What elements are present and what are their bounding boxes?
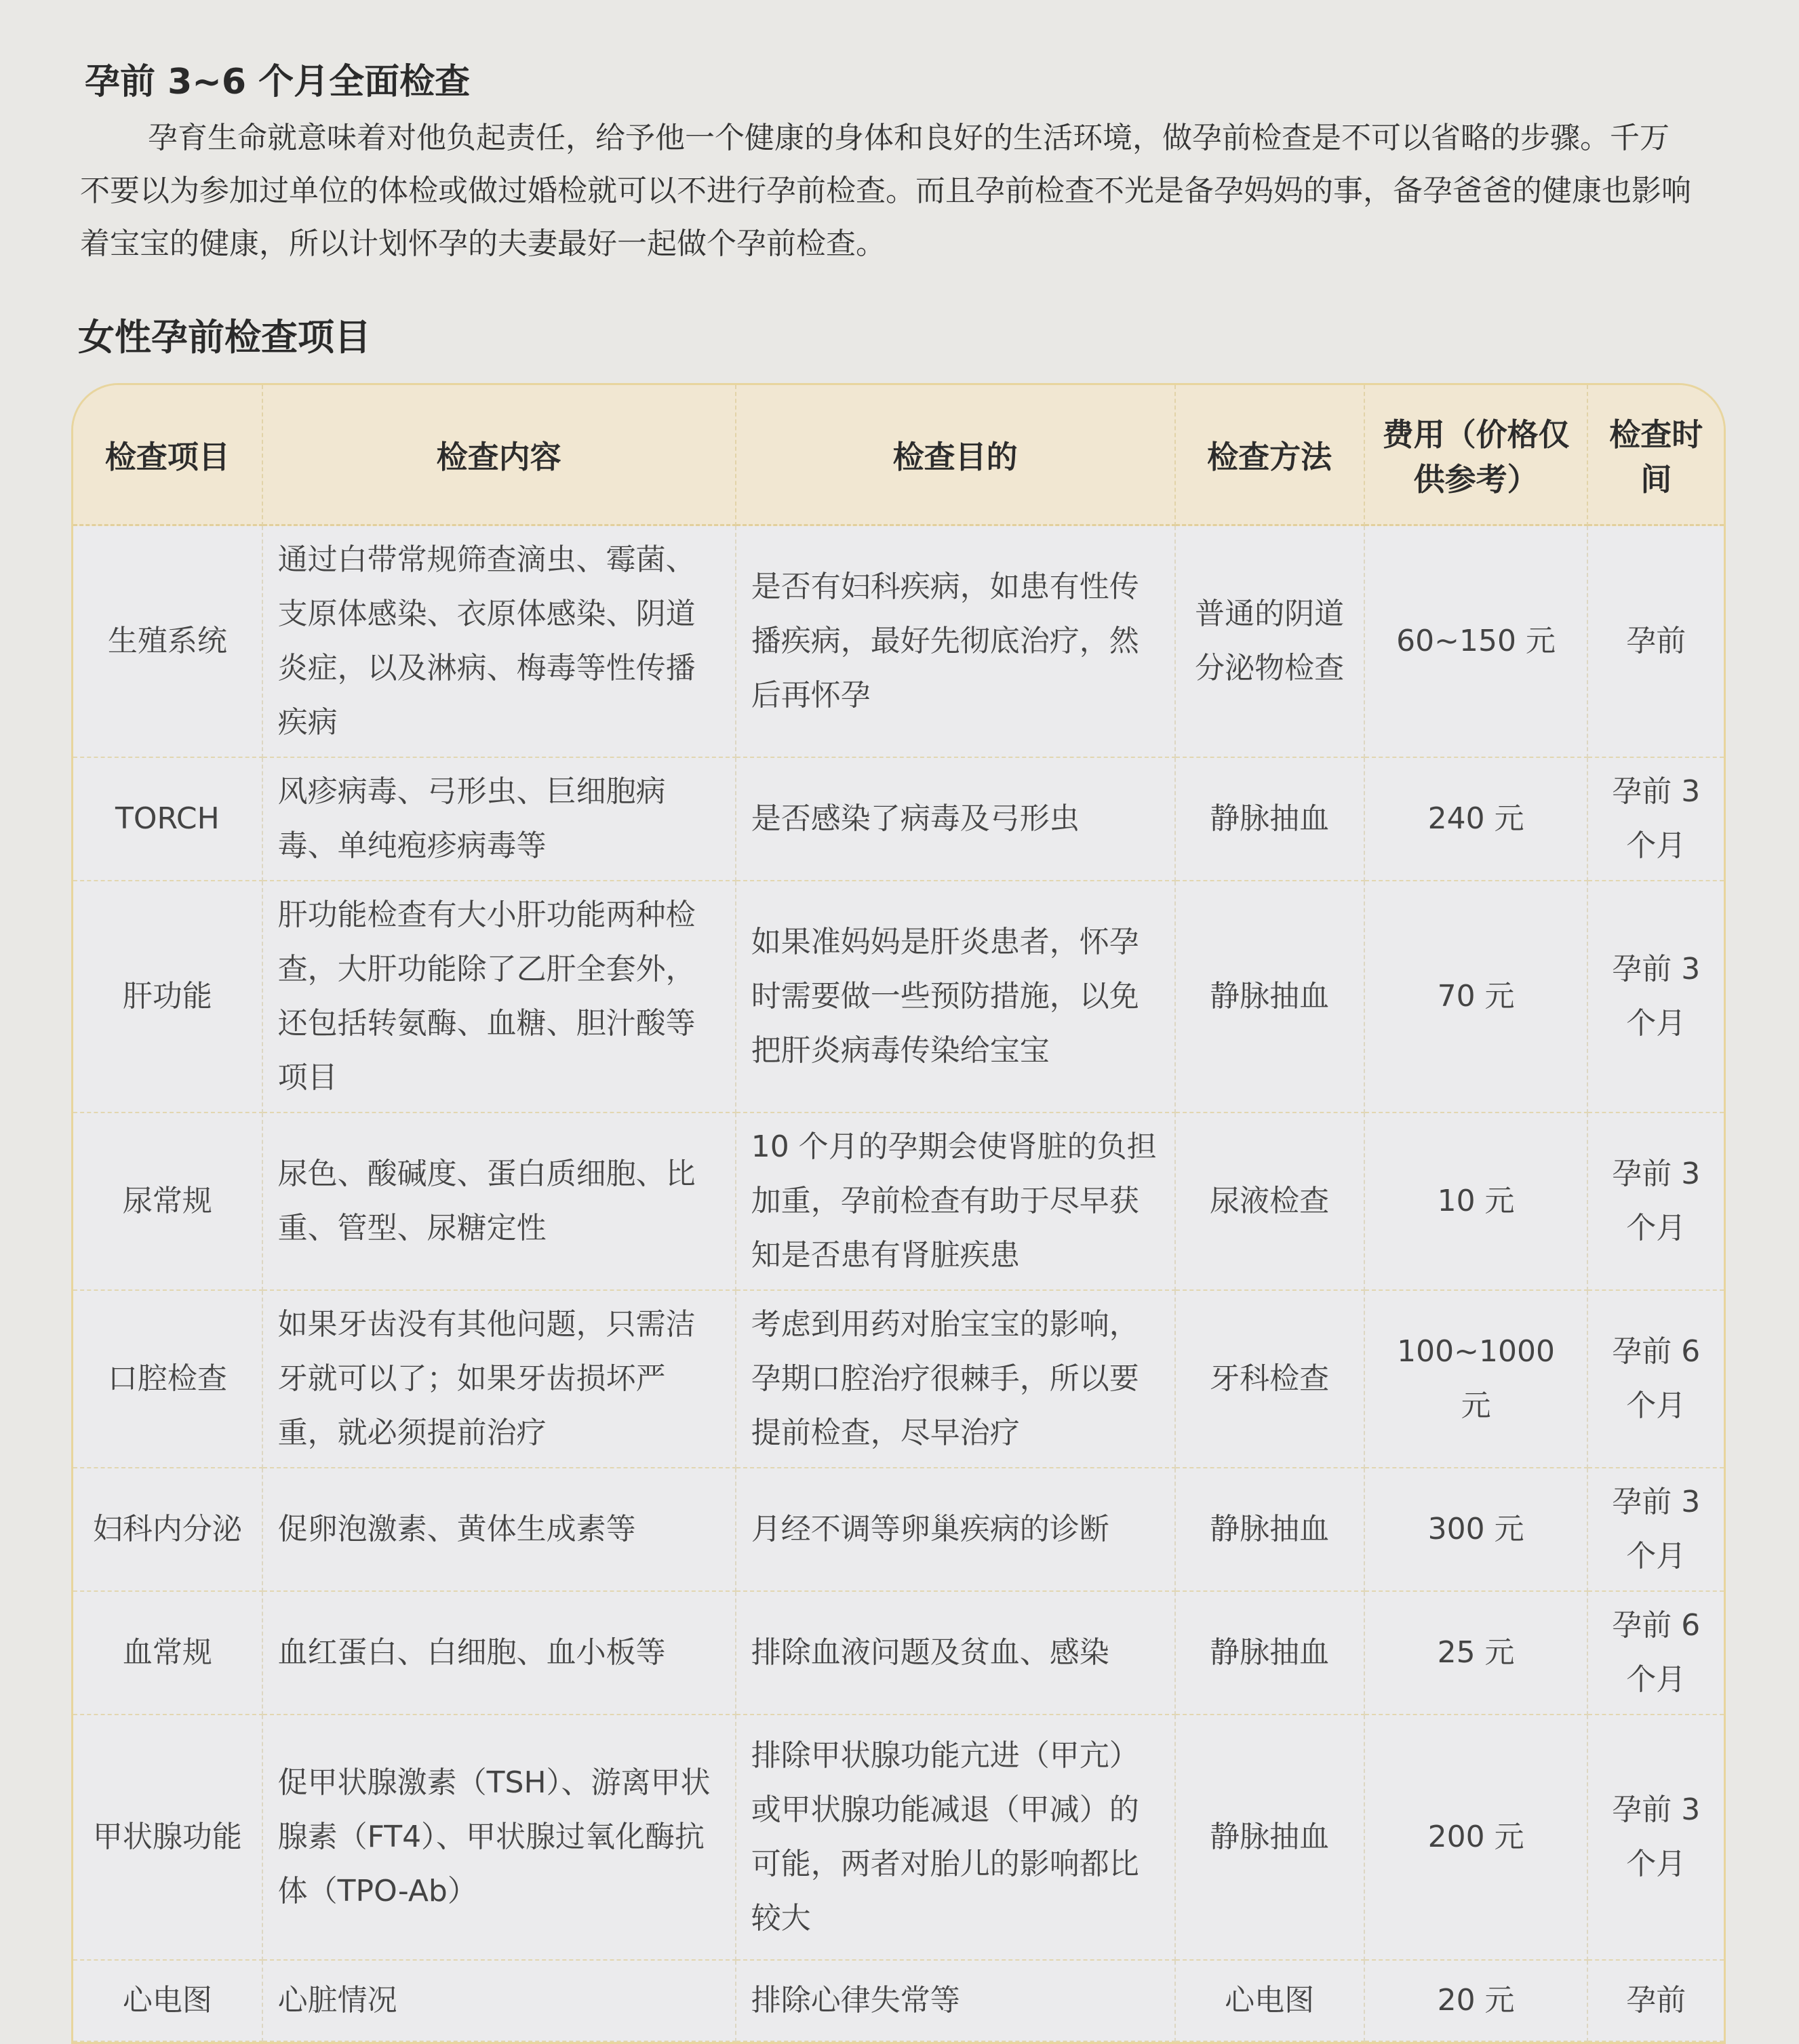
table-cell: 孕前 3 个月 (1588, 881, 1724, 1113)
table-cell: 100~1000 元 (1365, 1291, 1589, 1468)
table-cell: 70 元 (1365, 881, 1589, 1113)
table-cell: 200 元 (1365, 1715, 1589, 1961)
table-cell: 促甲状腺激素（TSH）、游离甲状腺素（FT4）、甲状腺过氧化酶抗体（TPO-Ab） (263, 1715, 736, 1961)
table-cell: 妇科内分泌 (73, 1468, 263, 1592)
table-cell: 孕前 6 个月 (1588, 1592, 1724, 1715)
table-cell: 月经不调等卵巢疾病的诊断 (736, 1468, 1176, 1592)
table-cell: 排除心律失常等 (736, 1961, 1176, 2042)
table-row (73, 1291, 1724, 1468)
column-header: 检查方法 (1176, 385, 1365, 526)
table-cell: 排除甲状腺功能亢进（甲亢）或甲状腺功能减退（甲减）的可能，两者对胎儿的影响都比较大 (736, 1715, 1176, 1961)
table-row (73, 526, 1724, 758)
table-cell: 是否有妇科疾病，如患有性传播疾病，最好先彻底治疗，然后再怀孕 (736, 526, 1176, 758)
table-header-row (73, 385, 1724, 526)
column-header: 检查目的 (736, 385, 1176, 526)
table-cell: 生殖系统 (73, 526, 263, 758)
table-cell: 孕前 (1588, 1961, 1724, 2042)
table-row (73, 881, 1724, 1113)
table-cell: 尿液检查 (1176, 1113, 1365, 1291)
table-cell: 心脏情况 (263, 1961, 736, 2042)
table-cell: 孕前 6 个月 (1588, 1291, 1724, 1468)
table-cell: 孕前 (1588, 526, 1724, 758)
table-cell: 孕前 3 个月 (1588, 1715, 1724, 1961)
intro-paragraph: 孕育生命就意味着对他负起责任，给予他一个健康的身体和良好的生活环境，做孕前检查是不可以省略的步骤。千万不要以为参加过单位的体检或做过婚检就可以不进行孕前检查。而且孕前检查不光是备孕妈妈的事，备孕爸爸的健康也影响着宝宝的健康，所以计划怀孕的夫妻最好一起做个孕前检查。 (80, 121, 1691, 261)
table-cell: 孕前 3 个月 (1588, 1468, 1724, 1592)
table-cell: 血红蛋白、白细胞、血小板等 (263, 1592, 736, 1715)
table-cell: 口腔检查 (73, 1291, 263, 1468)
table-cell: 肝功能 (73, 881, 263, 1113)
table-row (73, 1468, 1724, 1592)
table-cell: 孕前 3 个月 (1588, 758, 1724, 881)
table-cell: 心电图 (73, 1961, 263, 2042)
table-cell: 静脉抽血 (1176, 1468, 1365, 1592)
table-title: 女性孕前检查项目 (78, 316, 371, 359)
table-cell: 如果准妈妈是肝炎患者，怀孕时需要做一些预防措施，以免把肝炎病毒传染给宝宝 (736, 881, 1176, 1113)
table-cell: 尿常规 (73, 1113, 263, 1291)
table-cell: 排除血液问题及贫血、感染 (736, 1592, 1176, 1715)
section-title: 孕前 3~6 个月全面检查 (85, 62, 471, 102)
table-cell: 25 元 (1365, 1592, 1589, 1715)
table-cell: 甲状腺功能 (73, 1715, 263, 1961)
column-header: 检查项目 (73, 385, 263, 526)
table-cell: 静脉抽血 (1176, 758, 1365, 881)
table-cell: 10 元 (1365, 1113, 1589, 1291)
table-row (73, 1715, 1724, 1961)
table-cell: 静脉抽血 (1176, 881, 1365, 1113)
table-cell: 10 个月的孕期会使肾脏的负担加重，孕前检查有助于尽早获知是否患有肾脏疾患 (736, 1113, 1176, 1291)
table-cell: 通过白带常规筛查滴虫、霉菌、支原体感染、衣原体感染、阴道炎症，以及淋病、梅毒等性传播疾病 (263, 526, 736, 758)
table-cell: 牙科检查 (1176, 1291, 1365, 1468)
table-cell: 300 元 (1365, 1468, 1589, 1592)
column-header: 检查内容 (263, 385, 736, 526)
column-header: 费用（价格仅供参考） (1365, 385, 1589, 526)
table-cell: 60~150 元 (1365, 526, 1589, 758)
table-cell: 考虑到用药对胎宝宝的影响，孕期口腔治疗很棘手，所以要提前检查，尽早治疗 (736, 1291, 1176, 1468)
table-cell: TORCH (73, 758, 263, 881)
table-cell: 静脉抽血 (1176, 1592, 1365, 1715)
table-cell: 240 元 (1365, 758, 1589, 881)
table-row (73, 758, 1724, 881)
table-cell: 心电图 (1176, 1961, 1365, 2042)
table-cell: 尿色、酸碱度、蛋白质细胞、比重、管型、尿糖定性 (263, 1113, 736, 1291)
table-cell: 血常规 (73, 1592, 263, 1715)
table-cell: 静脉抽血 (1176, 1715, 1365, 1961)
table-cell: 20 元 (1365, 1961, 1589, 2042)
table-cell: 如果牙齿没有其他问题，只需洁牙就可以了；如果牙齿损坏严重，就必须提前治疗 (263, 1291, 736, 1468)
table-cell: 风疹病毒、弓形虫、巨细胞病毒、单纯疱疹病毒等 (263, 758, 736, 881)
column-header: 检查时间 (1588, 385, 1724, 526)
table-row (73, 1592, 1724, 1715)
table-cell: 孕前 3 个月 (1588, 1113, 1724, 1291)
table-cell: 肝功能检查有大小肝功能两种检查，大肝功能除了乙肝全套外，还包括转氨酶、血糖、胆汁酸等项目 (263, 881, 736, 1113)
exam-table (71, 383, 1726, 2044)
table-cell: 普通的阴道分泌物检查 (1176, 526, 1365, 758)
table-cell: 促卵泡激素、黄体生成素等 (263, 1468, 736, 1592)
table-row (73, 1113, 1724, 1291)
table-cell: 是否感染了病毒及弓形虫 (736, 758, 1176, 881)
table-row (73, 1961, 1724, 2042)
